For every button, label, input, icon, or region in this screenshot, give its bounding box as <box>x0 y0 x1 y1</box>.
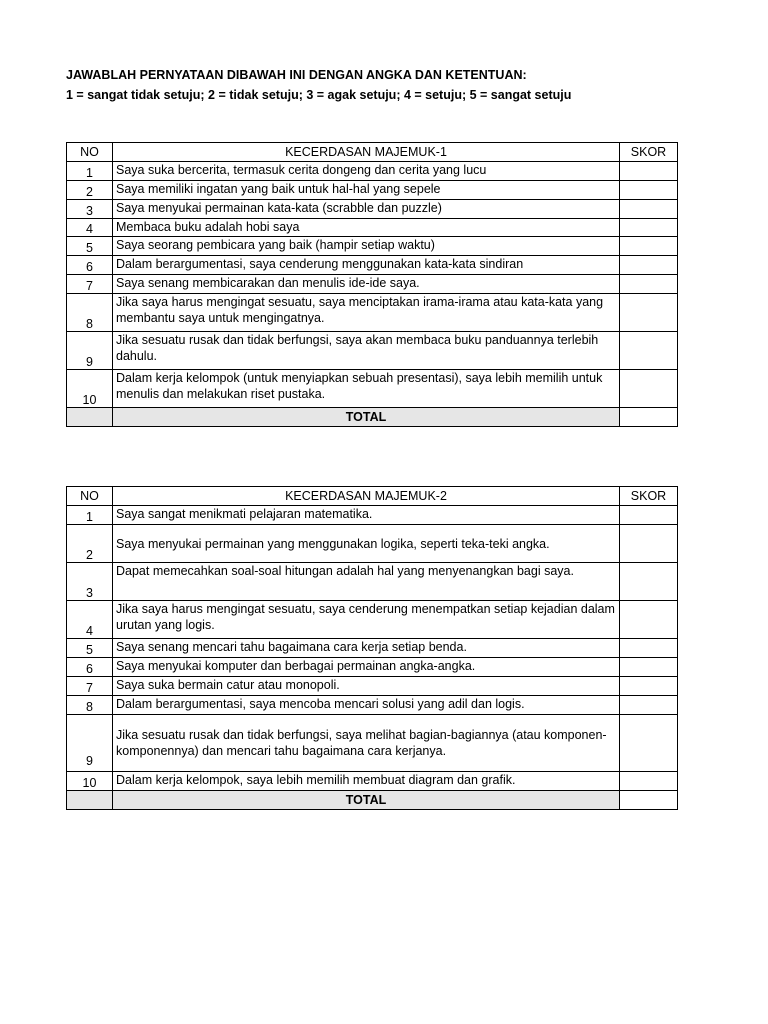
header-title: KECERDASAN MAJEMUK-1 <box>113 143 620 162</box>
table-row <box>67 332 678 370</box>
row-number: 7 <box>67 275 113 294</box>
row-number: 10 <box>67 772 113 791</box>
score-cell[interactable] <box>620 370 678 408</box>
score-cell[interactable] <box>620 294 678 332</box>
instructions-line-2: 1 = sangat tidak setuju; 2 = tidak setuju; 3 = agak setuju; 4 = setuju; 5 = sangat setuju <box>66 88 572 102</box>
instructions-line-1: JAWABLAH PERNYATAAN DIBAWAH INI DENGAN ANGKA DAN KETENTUAN: <box>66 68 527 82</box>
row-number: 3 <box>67 200 113 219</box>
statement: Saya suka bermain catur atau monopoli. <box>113 677 620 696</box>
statement: Jika sesuatu rusak dan tidak berfungsi, saya melihat bagian-bagiannya (atau komponen-komponennya) dan mencari tahu bagaimana cara kerjanya. <box>113 715 620 772</box>
row-number: 8 <box>67 696 113 715</box>
row-number: 3 <box>67 563 113 601</box>
row-number: 7 <box>67 677 113 696</box>
statement: Dalam kerja kelompok (untuk menyiapkan sebuah presentasi), saya lebih memilih untuk menulis dan melakukan riset pustaka. <box>113 370 620 408</box>
score-cell[interactable] <box>620 332 678 370</box>
table-row <box>67 525 678 563</box>
row-number: 1 <box>67 162 113 181</box>
table-row <box>67 294 678 332</box>
statement: Saya menyukai permainan yang menggunakan logika, seperti teka-teki angka. <box>113 525 620 563</box>
statement: Dalam berargumentasi, saya cenderung menggunakan kata-kata sindiran <box>113 256 620 275</box>
total-blank <box>67 791 113 810</box>
total-score-cell[interactable] <box>620 408 678 427</box>
header-title: KECERDASAN MAJEMUK-2 <box>113 487 620 506</box>
row-number: 2 <box>67 525 113 563</box>
table-row <box>67 275 678 294</box>
statement: Jika saya harus mengingat sesuatu, saya menciptakan irama-irama atau kata-kata yang membantu saya untuk mengingatnya. <box>113 294 620 332</box>
score-cell[interactable] <box>620 563 678 601</box>
table-row <box>67 219 678 237</box>
table-row <box>67 506 678 525</box>
table-row <box>67 658 678 677</box>
total-score-cell[interactable] <box>620 791 678 810</box>
score-cell[interactable] <box>620 181 678 200</box>
statement: Saya senang mencari tahu bagaimana cara kerja setiap benda. <box>113 639 620 658</box>
score-cell[interactable] <box>620 200 678 219</box>
score-cell[interactable] <box>620 525 678 563</box>
score-cell[interactable] <box>620 506 678 525</box>
header-no: NO <box>67 487 113 506</box>
score-cell[interactable] <box>620 696 678 715</box>
table-row <box>67 563 678 601</box>
header-skor: SKOR <box>620 487 678 506</box>
header-no: NO <box>67 143 113 162</box>
statement: Saya sangat menikmati pelajaran matematika. <box>113 506 620 525</box>
total-label: TOTAL <box>113 791 620 810</box>
statement: Dalam berargumentasi, saya mencoba mencari solusi yang adil dan logis. <box>113 696 620 715</box>
table-row <box>67 256 678 275</box>
row-number: 9 <box>67 332 113 370</box>
score-cell[interactable] <box>620 237 678 256</box>
statement: Membaca buku adalah hobi saya <box>113 219 620 237</box>
table-row <box>67 677 678 696</box>
row-number: 5 <box>67 639 113 658</box>
statement: Saya seorang pembicara yang baik (hampir setiap waktu) <box>113 237 620 256</box>
row-number: 8 <box>67 294 113 332</box>
score-cell[interactable] <box>620 219 678 237</box>
statement: Saya senang membicarakan dan menulis ide-ide saya. <box>113 275 620 294</box>
statement: Dapat memecahkan soal-soal hitungan adalah hal yang menyenangkan bagi saya. <box>113 563 620 601</box>
statement: Dalam kerja kelompok, saya lebih memilih membuat diagram dan grafik. <box>113 772 620 791</box>
statement: Saya menyukai permainan kata-kata (scrabble dan puzzle) <box>113 200 620 219</box>
score-cell[interactable] <box>620 639 678 658</box>
header-skor: SKOR <box>620 143 678 162</box>
statement: Saya menyukai komputer dan berbagai permainan angka-angka. <box>113 658 620 677</box>
row-number: 10 <box>67 370 113 408</box>
score-cell[interactable] <box>620 601 678 639</box>
table-row <box>67 715 678 772</box>
total-row <box>67 408 678 427</box>
row-number: 6 <box>67 658 113 677</box>
score-cell[interactable] <box>620 162 678 181</box>
total-row <box>67 791 678 810</box>
table-row <box>67 639 678 658</box>
score-cell[interactable] <box>620 658 678 677</box>
table-header-row <box>67 487 678 506</box>
table-header-row <box>67 143 678 162</box>
score-cell[interactable] <box>620 275 678 294</box>
table-row <box>67 162 678 181</box>
table-row <box>67 200 678 219</box>
total-label: TOTAL <box>113 408 620 427</box>
total-blank <box>67 408 113 427</box>
row-number: 4 <box>67 219 113 237</box>
instructions <box>66 66 571 106</box>
statement: Saya memiliki ingatan yang baik untuk hal-hal yang sepele <box>113 181 620 200</box>
statement: Jika saya harus mengingat sesuatu, saya cenderung menempatkan setiap kejadian dalam urutan yang logis. <box>113 601 620 639</box>
table-row <box>67 696 678 715</box>
row-number: 5 <box>67 237 113 256</box>
table-row <box>67 772 678 791</box>
row-number: 2 <box>67 181 113 200</box>
row-number: 9 <box>67 715 113 772</box>
statement: Jika sesuatu rusak dan tidak berfungsi, saya akan membaca buku panduannya terlebih dahulu. <box>113 332 620 370</box>
row-number: 1 <box>67 506 113 525</box>
kecerdasan-majemuk-1-table <box>66 142 678 427</box>
row-number: 4 <box>67 601 113 639</box>
table-row <box>67 181 678 200</box>
score-cell[interactable] <box>620 256 678 275</box>
table-row <box>67 601 678 639</box>
score-cell[interactable] <box>620 677 678 696</box>
score-cell[interactable] <box>620 715 678 772</box>
table-row <box>67 370 678 408</box>
statement: Saya suka bercerita, termasuk cerita dongeng dan cerita yang lucu <box>113 162 620 181</box>
row-number: 6 <box>67 256 113 275</box>
table-row <box>67 237 678 256</box>
kecerdasan-majemuk-2-table <box>66 486 678 810</box>
score-cell[interactable] <box>620 772 678 791</box>
